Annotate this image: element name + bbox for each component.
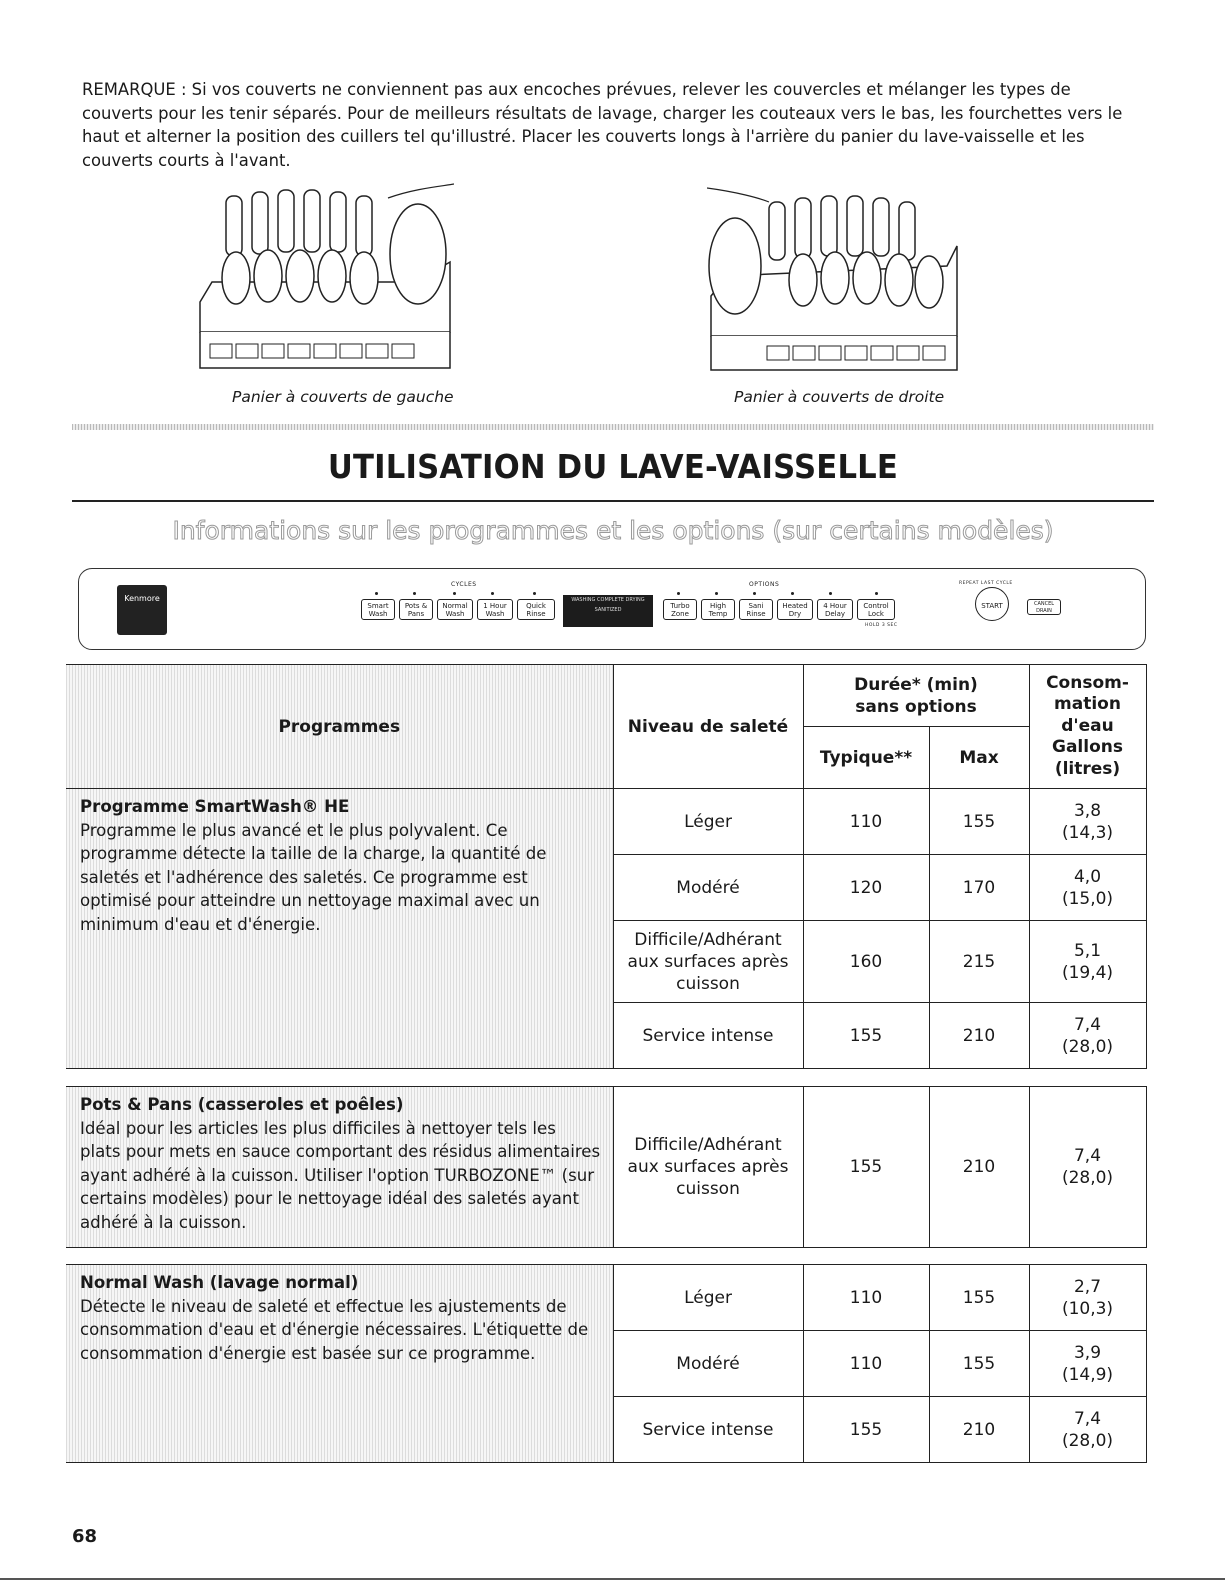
program-title: Normal Wash (lavage normal) [80,1273,359,1292]
program-group-smartwash [66,788,1146,1068]
table-cell-niveau: Léger [613,789,803,855]
table-cell-max: 155 [929,1331,1029,1397]
title-rule [72,500,1154,502]
header-duree: Durée* (min) sans options [803,665,1029,727]
program-description: Détecte le niveau de saleté et effectue les ajustements de consommation d'eau et d'énergie nécessaires. L'étiquette de consommation d'énergie est basée sur ce programme. [80,1296,589,1363]
bottom-rule [0,1578,1225,1580]
program-title: Pots & Pans (casseroles et poêles) [80,1095,404,1114]
cycle-button-1-hour-wash: 1 Hour Wash [477,599,513,620]
start-button: START [975,587,1009,621]
table-cell-typique: 155 [803,1003,929,1069]
option-button-sani-rinse: Sani Rinse [739,599,773,620]
header-programmes: Programmes [66,665,613,789]
options-label: OPTIONS [749,581,780,588]
cycle-button-smart-wash: Smart Wash [361,599,395,620]
program-description-cell [66,1265,613,1463]
kenmore-logo: Kenmore [117,585,167,635]
table-cell-max: 210 [929,1087,1029,1248]
section-divider [72,424,1154,430]
table-cell-niveau: Modéré [613,1331,803,1397]
cancel-drain-button: CANCEL DRAIN [1027,599,1061,615]
program-description: Idéal pour les articles les plus difficiles à nettoyer tels les plats pour mets en sauce comportant des résidus alimentaires ayant adhéré à la cuisson. Utiliser l'option TURBOZONE™ (sur certains modèles) pour le nettoyage idéal des saletés ayant adhéré à la cuisson. [80,1118,601,1232]
option-button-control-lock: Control Lock [857,599,895,620]
page-number: 68 [72,1526,98,1547]
table-cell-max: 210 [929,1397,1029,1463]
header-niveau: Niveau de saleté [613,665,803,789]
table-cell-typique: 155 [803,1087,929,1248]
table-cell-niveau: Service intense [613,1003,803,1069]
header-typique: Typique** [803,727,929,789]
table-cell-max: 210 [929,1003,1029,1069]
left-basket-illustration [196,182,454,372]
right-basket-illustration [707,186,959,372]
table-cell-niveau: Léger [613,1265,803,1331]
table-cell-typique: 160 [803,921,929,1003]
table-cell-niveau: Modéré [613,855,803,921]
table-cell-typique: 110 [803,789,929,855]
left-basket-caption: Panier à couverts de gauche [232,388,454,406]
table-cell-niveau: Difficile/Adhérant aux surfaces après cuisson [613,921,803,1003]
table-cell-conso: 4,0 (15,0) [1029,855,1146,921]
cycle-button-quick-rinse: Quick Rinse [517,599,555,620]
table-cell-typique: 110 [803,1265,929,1331]
section-title: UTILISATION DU LAVE-VAISSELLE [327,447,899,486]
hold-label: HOLD 3 SEC [865,623,898,628]
right-basket-caption: Panier à couverts de droite [734,388,945,406]
header-conso: Consom- mation d'eau Gallons (litres) [1029,665,1146,789]
cycle-button-normal-wash: Normal Wash [437,599,473,620]
option-button-high-temp: High Temp [701,599,735,620]
cycle-button-pots-pans: Pots & Pans [399,599,433,620]
table-cell-conso: 7,4 (28,0) [1029,1087,1146,1248]
table-cell-conso: 3,9 (14,9) [1029,1331,1146,1397]
table-cell-max: 155 [929,789,1029,855]
program-description-cell [66,789,613,1069]
option-button-heated-dry: Heated Dry [777,599,813,620]
control-panel-illustration [78,568,1146,650]
table-cell-max: 155 [929,1265,1029,1331]
table-cell-max: 215 [929,921,1029,1003]
program-group-pots-pans [66,1086,1146,1248]
table-cell-typique: 155 [803,1397,929,1463]
table-cell-typique: 120 [803,855,929,921]
table-cell-typique: 110 [803,1331,929,1397]
program-description: Programme le plus avancé et le plus polyvalent. Ce programme détecte la taille de la charge, la quantité de saletés et l'adhérence des saletés. Ce programme est optimisé pour atteindre un nettoyage maximal avec un minimum d'eau et d'énergie. [80,820,547,934]
cycles-label: CYCLES [451,581,477,588]
program-group-normal-wash [66,1264,1146,1462]
program-description-cell [66,1087,613,1248]
table-cell-conso: 3,8 (14,3) [1029,789,1146,855]
status-display: WASHING COMPLETE DRYING SANITIZED [563,595,653,627]
table-cell-niveau: Difficile/Adhérant aux surfaces après cuisson [613,1087,803,1248]
section-subtitle: Informations sur les programmes et les options (sur certains modèles) [172,516,1054,545]
table-cell-niveau: Service intense [613,1397,803,1463]
table-cell-conso: 7,4 (28,0) [1029,1397,1146,1463]
option-button-turbo-zone: Turbo Zone [663,599,697,620]
option-button-4-hour-delay: 4 Hour Delay [817,599,853,620]
table-cell-max: 170 [929,855,1029,921]
table-cell-conso: 7,4 (28,0) [1029,1003,1146,1069]
table-header-block [66,664,1146,788]
table-cell-conso: 5,1 (19,4) [1029,921,1146,1003]
note-paragraph: REMARQUE : Si vos couverts ne conviennent pas aux encoches prévues, relever les couvercles et mélanger les types de couverts pour les tenir séparés. Pour de meilleurs résultats de lavage, charger les couteaux vers le bas, les fourchettes vers le haut et alterner la position des cuillers tel qu'illustré. Placer les couverts longs à l'arrière du panier du lave-vaisselle et les couverts courts à l'avant. [82,80,1123,170]
header-max: Max [929,727,1029,789]
repeat-label: REPEAT LAST CYCLE [959,581,1013,586]
table-cell-conso: 2,7 (10,3) [1029,1265,1146,1331]
program-title: Programme SmartWash® HE [80,797,350,816]
